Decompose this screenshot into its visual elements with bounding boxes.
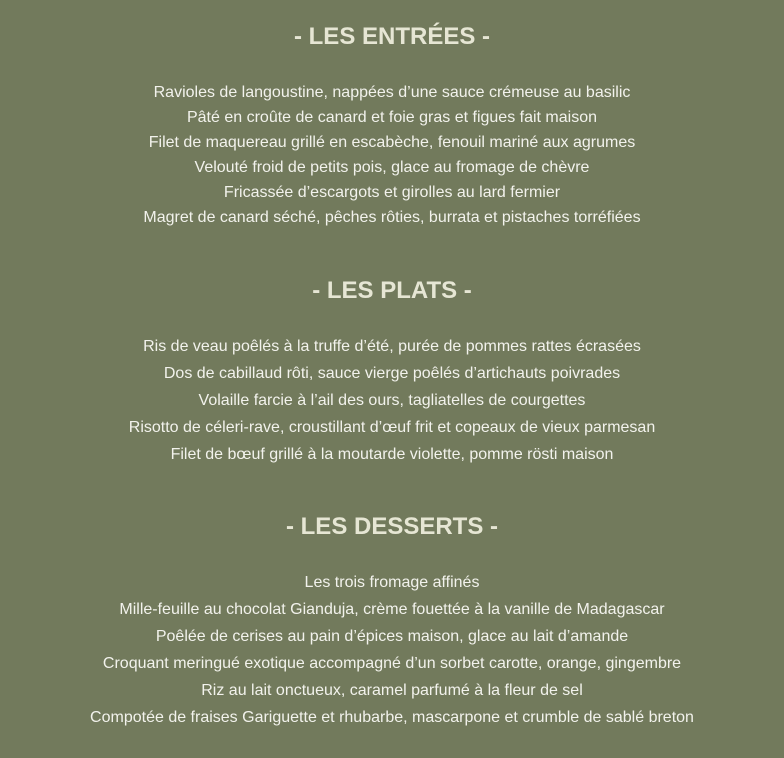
menu-item: Croquant meringué exotique accompagné d’un sorbet carotte, orange, gingembre <box>102 655 682 672</box>
menu-item: Les trois fromage affinés <box>304 574 480 591</box>
menu-item: Poêlée de cerises au pain d’épices maison, glace au lait d’amande <box>155 628 629 645</box>
menu-item: Pâté en croûte de canard et foie gras et figues fait maison <box>186 109 598 126</box>
menu-item: Dos de cabillaud rôti, sauce vierge poêlés d’artichauts poivrades <box>163 365 621 382</box>
menu-item: Riz au lait onctueux, caramel parfumé à la fleur de sel <box>201 682 583 699</box>
menu-item: Compotée de fraises Gariguette et rhubarbe, mascarpone et crumble de sablé breton <box>90 709 694 726</box>
menu-item: Mille-feuille au chocolat Gianduja, crème fouettée à la vanille de Madagascar <box>119 601 665 618</box>
menu-item: Magret de canard séché, pêches rôties, burrata et pistaches torréfiées <box>143 209 641 226</box>
plats-list <box>0 333 784 468</box>
section-title-plats: - LES PLATS - <box>312 277 472 304</box>
menu-item: Risotto de céleri-rave, croustillant d’œuf frit et copeaux de vieux parmesan <box>128 419 656 436</box>
menu-item: Fricassée d’escargots et girolles au lard fermier <box>223 184 561 201</box>
menu-item: Volaille farcie à l’ail des ours, tagliatelles de courgettes <box>198 392 586 409</box>
section-title-entrees: - LES ENTRÉES - <box>293 23 491 50</box>
section-title-desserts: - LES DESSERTS - <box>285 513 499 540</box>
desserts-list <box>0 569 784 731</box>
entrees-list <box>0 80 784 230</box>
menu-item: Ravioles de langoustine, nappées d’une sauce crémeuse au basilic <box>153 84 631 101</box>
menu-item: Ris de veau poêlés à la truffe d’été, purée de pommes rattes écrasées <box>143 338 641 355</box>
menu-item: Filet de bœuf grillé à la moutarde violette, pomme rösti maison <box>170 446 614 463</box>
menu-item: Velouté froid de petits pois, glace au fromage de chèvre <box>194 159 590 176</box>
menu-item: Filet de maquereau grillé en escabèche, fenouil mariné aux agrumes <box>148 134 636 151</box>
